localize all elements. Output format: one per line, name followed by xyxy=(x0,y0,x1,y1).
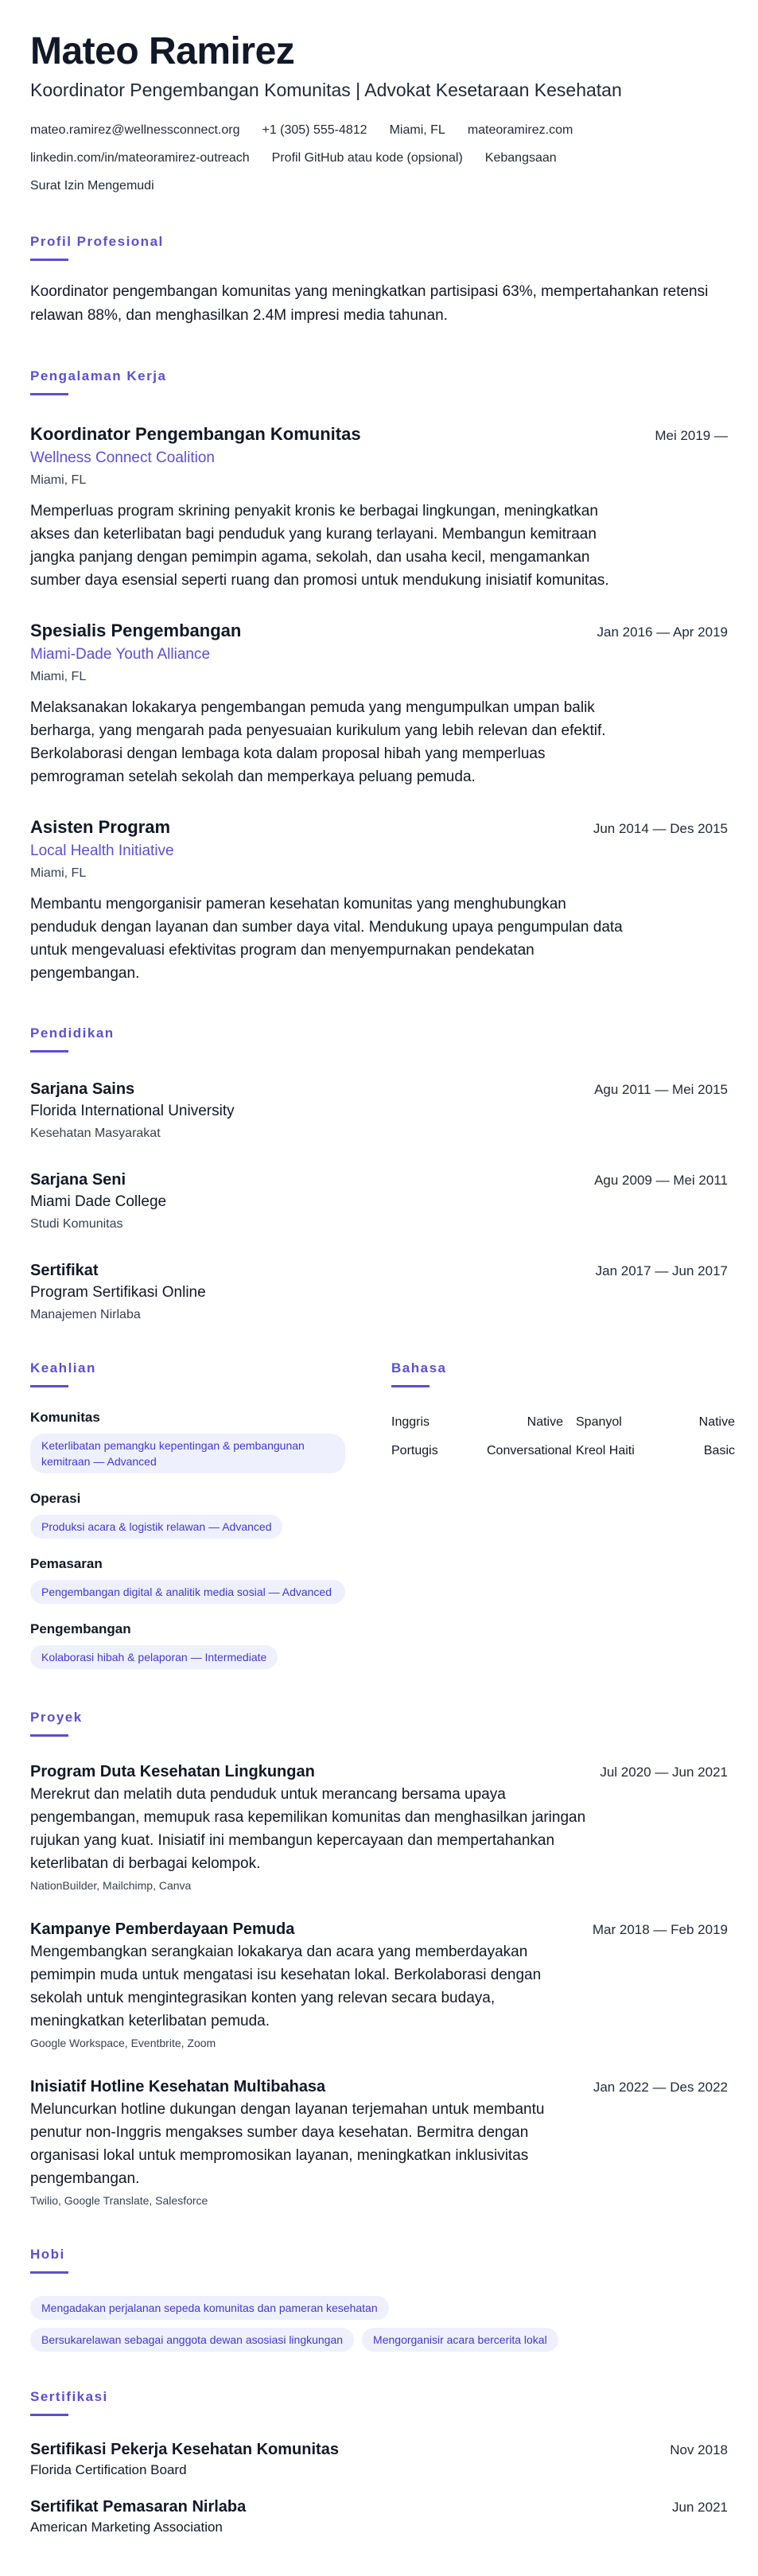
hobbies-section xyxy=(30,2246,728,2352)
section-divider xyxy=(30,2271,68,2274)
contact-license: Surat Izin Mengemudi xyxy=(30,179,154,193)
skill-group xyxy=(30,1620,391,1669)
contact-phone[interactable]: +1 (305) 555-4812 xyxy=(262,123,367,137)
contact-github[interactable]: Profil GitHub atau kode (opsional) xyxy=(271,151,463,165)
section-title: Pendidikan xyxy=(30,1025,115,1041)
job-organization: Wellness Connect Coalition xyxy=(30,449,215,466)
project-item xyxy=(30,1918,728,2052)
education-degree: Sarjana Seni xyxy=(30,1171,126,1189)
certification-item xyxy=(30,2438,728,2480)
candidate-name: Mateo Ramirez xyxy=(30,30,295,72)
language-name: Spanyol xyxy=(576,1415,622,1429)
experience-item xyxy=(30,619,728,788)
education-item xyxy=(30,1078,728,1143)
skill-group xyxy=(30,1489,391,1539)
certification-issuer: American Marketing Association xyxy=(30,2520,223,2535)
language-level: Basic xyxy=(703,1444,735,1457)
hobby-list xyxy=(30,2288,728,2352)
candidate-headline: Koordinator Pengembangan Komunitas | Advokat Kesetaraan Kesehatan xyxy=(30,80,622,100)
section-divider xyxy=(30,1385,68,1387)
job-organization: Miami-Dade Youth Alliance xyxy=(30,646,211,663)
skill-tag: Keterlibatan pemangku kepentingan & pembangunan kemitraan — Advanced xyxy=(30,1434,345,1473)
job-title: Asisten Program xyxy=(30,817,171,837)
skill-category: Pengembangan xyxy=(30,1621,131,1636)
skill-group xyxy=(30,1555,391,1604)
skill-tag: Kolaborasi hibah & pelaporan — Intermediate xyxy=(30,1645,278,1669)
section-title: Sertifikasi xyxy=(30,2389,108,2404)
section-divider xyxy=(30,1050,68,1053)
project-title: Program Duta Kesehatan Lingkungan xyxy=(30,1763,315,1780)
skill-group xyxy=(30,1408,391,1473)
skill-tag: Produksi acara & logistik relawan — Advanced xyxy=(30,1515,282,1539)
contact-linkedin[interactable]: linkedin.com/in/mateoramirez-outreach xyxy=(30,151,250,165)
section-divider xyxy=(30,259,68,261)
language-name: Portugis xyxy=(391,1444,438,1457)
hobby-tag: Mengorganisir acara bercerita lokal xyxy=(362,2328,558,2352)
certification-date: Nov 2018 xyxy=(670,2442,728,2457)
experience-item xyxy=(30,815,728,985)
education-school: Program Sertifikasi Online xyxy=(30,1284,206,1301)
job-date: Jun 2014 — Des 2015 xyxy=(593,821,728,836)
certification-date: Jun 2021 xyxy=(672,2500,728,2515)
language-name: Kreol Haiti xyxy=(576,1444,635,1457)
certification-item xyxy=(30,2496,728,2537)
project-title: Inisiatif Hotline Kesehatan Multibahasa xyxy=(30,2078,326,2095)
certification-title: Sertifikasi Pekerja Kesehatan Komunitas xyxy=(30,2441,339,2458)
project-description: Meluncurkan hotline dukungan dengan layanan terjemahan untuk membantu penutur non-Inggris mengakses sumber daya kesehatan. Bermitra dengan organisasi lokal untuk mempromosikan layanan, meningkatkan inklusivitas pengembangan. xyxy=(30,2101,545,2187)
language-name: Inggris xyxy=(391,1415,430,1429)
project-tools: Google Workspace, Eventbrite, Zoom xyxy=(30,2037,216,2049)
job-description: Melaksanakan lokakarya pengembangan pemuda yang mengumpulkan umpan balik berharga, yang mengarah pada penyesuaian kurikulum yang lebih relevan dan efektif. Berkolaborasi dengan lembaga kota dalam proposal hibah yang memperluas pemrograman setelah sekolah dan memperkaya peluang pemuda. xyxy=(30,699,606,785)
job-description: Memperluas program skrining penyakit kronis ke berbagai lingkungan, meningkatkan akses dan keterlibatan bagi penduduk yang kurang terlayani. Membangun kemitraan jangka panjang dengan pemimpin agama, sekolah, dan usaha kecil, mengamankan sumber daya esensial seperti ruang dan promosi untuk mendukung inisiatif komunitas. xyxy=(30,503,609,589)
education-item xyxy=(30,1169,728,1234)
education-section xyxy=(30,1025,728,1325)
project-date: Jul 2020 — Jun 2021 xyxy=(600,1765,728,1780)
education-date: Agu 2011 — Mei 2015 xyxy=(594,1082,728,1097)
skills-section xyxy=(30,1360,391,1669)
contact-location: Miami, FL xyxy=(389,123,445,137)
contact-nationality: Kebangsaan xyxy=(484,151,557,165)
education-school: Miami Dade College xyxy=(30,1193,167,1210)
profile-section xyxy=(30,233,728,328)
section-divider xyxy=(30,393,68,395)
projects-section xyxy=(30,1709,728,2209)
language-level: Native xyxy=(527,1415,563,1429)
job-date: Mei 2019 — xyxy=(655,428,728,443)
section-title: Hobi xyxy=(30,2247,65,2262)
job-date: Jan 2016 — Apr 2019 xyxy=(597,625,728,640)
section-title: Profil Profesional xyxy=(30,234,164,249)
project-tools: NationBuilder, Mailchimp, Canva xyxy=(30,1879,192,1892)
section-title: Bahasa xyxy=(391,1360,447,1376)
hobby-tag: Mengadakan perjalanan sepeda komunitas dan pameran kesehatan xyxy=(30,2296,389,2320)
education-field: Studi Komunitas xyxy=(30,1217,123,1231)
hobby-tag: Bersukarelawan sebagai anggota dewan asosiasi lingkungan xyxy=(30,2328,354,2352)
job-title: Spesialis Pengembangan xyxy=(30,621,242,640)
languages-section xyxy=(391,1360,735,1669)
section-divider xyxy=(30,2414,68,2416)
project-date: Jan 2022 — Des 2022 xyxy=(593,2080,728,2095)
experience-section xyxy=(30,368,728,985)
section-divider xyxy=(391,1385,430,1387)
certification-title: Sertifikat Pemasaran Nirlaba xyxy=(30,2498,247,2516)
education-school: Florida International University xyxy=(30,1103,235,1119)
project-item xyxy=(30,1761,728,1894)
education-field: Manajemen Nirlaba xyxy=(30,1308,141,1321)
certifications-section xyxy=(30,2388,728,2537)
education-field: Kesehatan Masyarakat xyxy=(30,1127,161,1140)
skill-category: Pemasaran xyxy=(30,1556,103,1571)
project-title: Kampanye Pemberdayaan Pemuda xyxy=(30,1920,295,1938)
contact-email[interactable]: mateo.ramirez@wellnessconnect.org xyxy=(30,123,240,137)
project-tools: Twilio, Google Translate, Salesforce xyxy=(30,2194,208,2207)
skills-languages-row xyxy=(30,1360,735,1669)
job-organization: Local Health Initiative xyxy=(30,842,174,859)
section-title: Proyek xyxy=(30,1710,83,1725)
project-description: Mengembangkan serangkaian lokakarya dan acara yang memberdayakan pemimpin muda untuk mengatasi isu kesehatan lokal. Berkolaborasi dengan sekolah untuk mengintegrasikan konten yang relevan secara budaya, meningkatkan keterlibatan pemuda. xyxy=(30,1944,542,2029)
education-degree: Sertifikat xyxy=(30,1262,99,1279)
project-date: Mar 2018 — Feb 2019 xyxy=(592,1922,728,1937)
job-location: Miami, FL xyxy=(30,670,87,683)
job-title: Koordinator Pengembangan Komunitas xyxy=(30,424,361,444)
section-title: Pengalaman Kerja xyxy=(30,368,167,383)
contact-website[interactable]: mateoramirez.com xyxy=(467,123,573,137)
language-level: Native xyxy=(698,1415,735,1429)
job-description: Membantu mengorganisir pameran kesehatan komunitas yang menghubungkan penduduk dengan layanan dan sumber daya vital. Mendukung upaya pengumpulan data untuk mengevaluasi efektivitas program dan menyempurnakan pendekatan pengembangan. xyxy=(30,896,623,982)
section-divider xyxy=(30,1734,68,1737)
profile-summary: Koordinator pengembangan komunitas yang meningkatkan partisipasi 63%, mempertahankan retensi relawan 88%, dan menghasilkan 2.4M impresi media tahunan. xyxy=(30,283,709,324)
language-level: Conversational xyxy=(487,1444,572,1457)
skill-tag: Pengembangan digital & analitik media sosial — Advanced xyxy=(30,1580,345,1604)
language-grid xyxy=(391,1408,735,1465)
contact-list xyxy=(30,116,659,200)
education-degree: Sarjana Sains xyxy=(30,1080,135,1098)
skill-category: Operasi xyxy=(30,1491,81,1506)
section-title: Keahlian xyxy=(30,1360,96,1376)
education-item xyxy=(30,1259,728,1325)
experience-item xyxy=(30,422,728,592)
job-location: Miami, FL xyxy=(30,473,87,487)
job-location: Miami, FL xyxy=(30,866,87,880)
education-date: Agu 2009 — Mei 2011 xyxy=(594,1173,728,1188)
certification-issuer: Florida Certification Board xyxy=(30,2462,187,2477)
skill-category: Komunitas xyxy=(30,1410,100,1425)
project-description: Merekrut dan melatih duta penduduk untuk merancang bersama upaya pengembangan, memupuk rasa kepemilikan komunitas dan menghasilkan jaringan rujukan yang kuat. Inisiatif ini membangun kepercayaan dan mempertahankan keterlibatan di berbagai kelompok. xyxy=(30,1786,586,1872)
project-item xyxy=(30,2076,728,2209)
education-date: Jan 2017 — Jun 2017 xyxy=(595,1263,728,1278)
